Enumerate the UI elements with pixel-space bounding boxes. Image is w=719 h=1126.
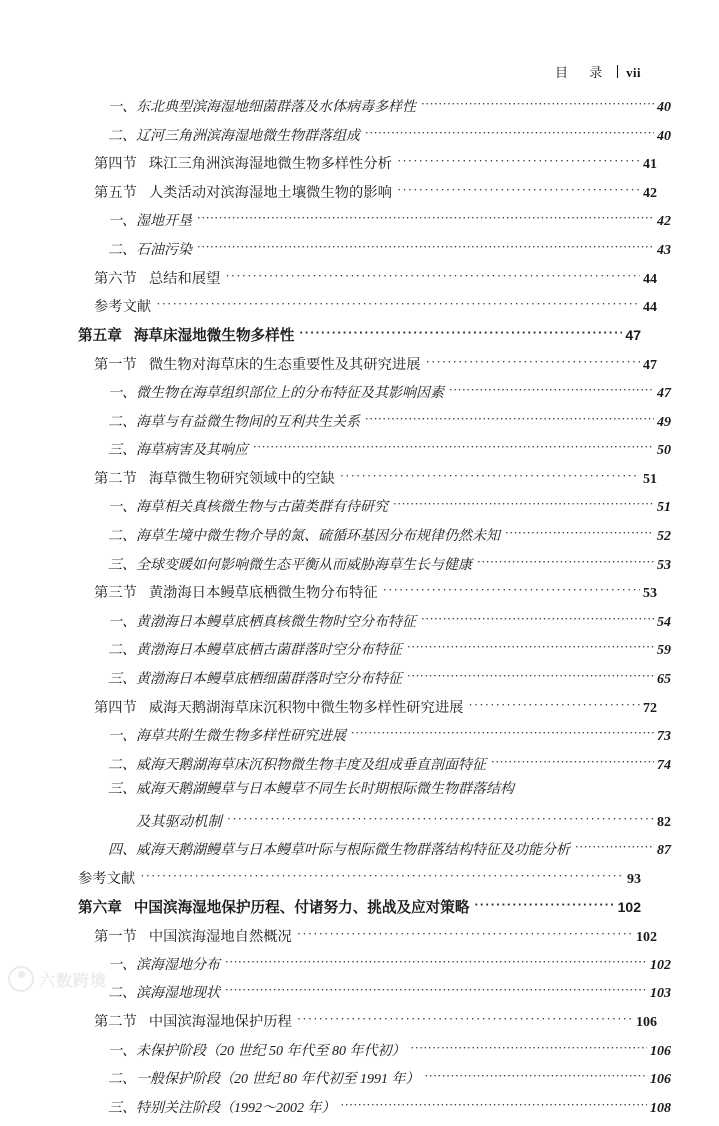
toc-entry-label [108,644,405,658]
toc-leader-dots [425,1069,648,1083]
running-head-rule [617,65,618,78]
toc-entry-label [108,673,405,687]
toc-entry-label [94,701,466,715]
toc-entry-label [94,472,338,486]
toc-page-number: 42 [657,214,671,230]
toc-entry-number: 二、 [108,1072,136,1088]
toc-entry[interactable] [108,1069,671,1098]
toc-entry[interactable] [108,240,671,269]
toc-entry-number: 一、 [108,385,136,401]
toc-page-number: 53 [657,557,671,573]
toc-entry[interactable] [108,211,671,240]
toc-entry[interactable] [108,783,671,812]
toc-entry-label [108,444,251,458]
toc-entry-label [108,215,195,229]
toc-entry-number: 第六节 [94,270,137,287]
toc-leader-dots [341,1098,648,1112]
toc-page-number: 103 [650,986,671,1002]
toc-entry-number: 三、 [108,782,136,798]
toc-leader-dots [491,755,654,769]
table-of-contents [78,97,671,1126]
running-head [555,62,641,81]
toc-entry-number: 第二节 [94,471,137,488]
toc-entry[interactable] [108,669,671,698]
toc-leader-dots [156,297,640,311]
toc-entry-title: 及其驱动机制 [136,814,222,831]
toc-entry-label [108,1102,339,1116]
toc-entry[interactable] [94,926,657,955]
toc-leader-dots [227,812,654,826]
toc-entry-title: 总结和展望 [148,270,221,287]
toc-entry-label [108,244,195,258]
page-folio: vii [626,66,641,80]
toc-entry[interactable] [94,469,657,498]
camera-logo-icon [8,966,34,992]
toc-entry-label [108,783,517,797]
toc-entry-title: 海草病害及其响应 [136,443,248,459]
toc-entry-number: 一、 [108,729,136,745]
toc-entry-label [108,1045,409,1059]
toc-entry[interactable] [108,955,671,984]
toc-entry-title: 威海天鹅湖海草床沉积物中微生物多样性研究进展 [148,699,464,716]
toc-entry-label [94,186,395,200]
toc-entry[interactable] [94,297,657,326]
running-head-title: 目 录 [555,65,612,80]
toc-page-number: 82 [657,815,671,831]
toc-leader-dots [397,183,640,197]
toc-entry-title: 特别关注阶段（1992～2002 年） [136,1100,336,1116]
toc-entry-label [108,987,223,1001]
toc-entry[interactable] [108,983,671,1012]
toc-leader-dots [340,469,640,483]
toc-page-number: 40 [657,100,671,115]
toc-entry-label [78,872,138,886]
toc-leader-dots [421,97,654,111]
toc-entry[interactable] [108,612,671,641]
toc-entry-title: 中国滨海湿地保护历程、付诸努力、挑战及应对策略 [133,900,470,917]
toc-leader-dots [407,640,654,654]
toc-entry[interactable] [78,869,641,898]
toc-leader-dots [365,126,654,140]
toc-entry-number: 一、 [108,614,136,630]
toc-entry-title: 珠江三角洲滨海湿地微生物多样性分析 [148,156,392,173]
toc-page-number: 44 [643,300,657,316]
toc-leader-dots [407,669,654,683]
toc-entry-title: 滨海湿地现状 [136,986,220,1002]
toc-leader-dots [365,412,654,426]
toc-entry-label [108,501,391,515]
toc-entry-number: 第四节 [94,156,137,173]
toc-entry[interactable] [78,326,641,355]
toc-entry-title: 黄渤海日本鳗草底栖细菌群落时空分布特征 [136,671,402,687]
toc-page-number: 54 [657,614,671,630]
toc-page-number: 74 [657,757,671,773]
toc-entry-title: 威海天鹅湖鳗草与日本鳗草叶际与根际微生物群落结构特征及功能分析 [136,843,570,859]
toc-page-number: 51 [657,500,671,516]
toc-entry[interactable] [108,1041,671,1070]
toc-entry[interactable] [108,497,671,526]
toc-leader-dots [474,898,614,913]
toc-entry-label [108,844,573,858]
toc-entry[interactable] [94,183,657,212]
toc-page-number: 41 [643,157,657,173]
toc-entry[interactable] [108,383,671,412]
toc-entry-title: 人类活动对滨海湿地土壤微生物的影响 [148,185,392,202]
toc-entry-title: 黄渤海日本鳗草底栖微生物分布特征 [148,585,378,602]
toc-entry-number: 四、 [108,843,136,859]
toc-entry-title: 辽河三角洲滨海湿地微生物群落组成 [136,128,360,144]
toc-entry-label [94,358,424,372]
toc-entry-number: 二、 [108,242,136,258]
toc-entry-label [108,815,225,829]
toc-leader-dots [449,383,654,397]
toc-entry[interactable] [94,583,657,612]
toc-entry[interactable] [108,840,671,869]
toc-leader-dots [299,326,622,341]
toc-page-number: 47 [643,357,657,373]
toc-leader-dots [351,726,654,740]
toc-page-number: 42 [643,186,657,202]
toc-entry-label [108,387,447,401]
toc-leader-dots [505,526,654,540]
toc-entry-number: 一、 [108,214,136,230]
toc-entry-number: 第三节 [94,585,137,602]
toc-entry-label [108,530,503,544]
toc-entry-number: 第二节 [94,1014,137,1031]
toc-page-number: 53 [643,586,657,602]
toc-entry-number: 第五章 [78,328,122,345]
toc-entry-number: 二、 [108,757,136,773]
toc-page-number: 93 [627,872,641,888]
toc-entry-title: 中国滨海湿地保护历程 [148,1014,292,1031]
toc-entry-label [94,300,154,314]
toc-leader-dots [383,583,640,597]
toc-entry-label [108,616,419,630]
toc-entry[interactable] [108,640,671,669]
toc-entry-label [94,930,295,944]
toc-entry-label [94,1015,295,1029]
toc-entry-label [108,759,489,773]
toc-page-number: 72 [643,700,657,716]
toc-page-number: 102 [636,929,657,945]
toc-leader-dots [297,1012,633,1026]
toc-entry[interactable] [108,526,671,555]
toc-page-number: 49 [657,414,671,430]
toc-entry-title: 参考文献 [78,871,136,888]
toc-entry-title: 黄渤海日本鳗草底栖真核微生物时空分布特征 [136,614,416,630]
toc-leader-dots [225,955,647,969]
toc-entry-number: 二、 [108,128,136,144]
toc-entry-number: 一、 [108,500,136,516]
toc-leader-dots [225,269,640,283]
toc-entry-title: 全球变暖如何影响微生态平衡从而威胁海草生长与健康 [136,557,472,573]
toc-page-number: 106 [636,1015,657,1031]
toc-entry-label [108,1073,423,1087]
toc-entry[interactable] [108,412,671,441]
toc-leader-dots [421,612,654,626]
toc-entry-number: 第一节 [94,928,137,945]
toc-entry-title: 滨海湿地分布 [136,957,220,973]
toc-entry-number: 三、 [108,671,136,687]
toc-page-number: 50 [657,443,671,459]
toc-page-number: 102 [617,899,641,916]
toc-entry-number: 第四节 [94,699,137,716]
toc-entry-number: 二、 [108,643,136,659]
toc-entry-number: 三、 [108,557,136,573]
watermark-label: 六数跨境 [39,970,108,990]
toc-entry[interactable] [94,269,657,298]
toc-entry-title: 威海天鹅湖鳗草与日本鳗草不同生长时期根际微生物群落结构 [136,782,514,798]
toc-entry-title: 黄渤海日本鳗草底栖古菌群落时空分布特征 [136,643,402,659]
toc-entry[interactable] [108,755,671,784]
toc-page-number: 73 [657,729,671,745]
toc-entry[interactable] [108,812,671,841]
toc-entry-title: 石油污染 [136,242,192,258]
toc-entry-title: 海草生境中微生物介导的氮、硫循环基因分布规律仍然未知 [136,528,500,544]
toc-entry-title: 参考文献 [94,299,152,316]
toc-page-number: 102 [650,957,671,973]
toc-entry[interactable] [94,697,657,726]
toc-leader-dots [468,697,640,711]
toc-entry-label [78,329,297,344]
toc-entry[interactable] [78,898,641,927]
toc-entry-number: 二、 [108,528,136,544]
toc-page-number: 44 [643,271,657,287]
toc-page-number: 52 [657,528,671,544]
toc-entry[interactable] [108,440,671,469]
toc-page-number: 51 [643,472,657,488]
toc-entry[interactable] [94,354,657,383]
toc-entry-number: 二、 [108,986,136,1002]
toc-page-number: 106 [650,1072,671,1088]
toc-entry-number: 一、 [108,1043,136,1059]
toc-entry-label [94,157,395,171]
toc-leader-dots [393,497,654,511]
toc-entry-number: 二、 [108,414,136,430]
toc-page-number: 40 [657,128,671,144]
toc-leader-dots [253,440,654,454]
toc-entry[interactable] [94,154,657,183]
toc-page-number: 59 [657,643,671,659]
toc-entry-title: 微生物在海草组织部位上的分布特征及其影响因素 [136,385,444,401]
toc-entry-label [108,730,349,744]
toc-entry-title: 海草共附生微生物多样性研究进展 [136,729,346,745]
toc-page-number: 43 [657,242,671,258]
toc-entry[interactable] [94,1012,657,1041]
toc-leader-dots [575,840,654,854]
toc-entry-label [108,959,223,973]
toc-entry-number: 第五节 [94,185,137,202]
toc-leader-dots [197,240,654,254]
toc-page-number: 108 [650,1100,671,1116]
watermark [8,966,107,992]
toc-entry[interactable] [108,97,671,126]
toc-entry-label [78,901,472,916]
toc-entry-title: 未保护阶段（20 世纪 50 年代至 80 年代初） [136,1043,406,1059]
toc-entry-title: 海草床湿地微生物多样性 [133,328,295,345]
toc-leader-dots [411,1041,648,1055]
toc-leader-dots [477,555,654,569]
toc-entry[interactable] [108,126,671,155]
toc-entry-number: 三、 [108,443,136,459]
toc-entry[interactable] [108,555,671,584]
toc-entry-number: 一、 [108,957,136,973]
toc-leader-dots [225,983,647,997]
toc-leader-dots [297,926,633,940]
toc-entry-number: 一、 [108,100,136,115]
toc-entry-title: 东北典型滨海湿地细菌群落及水体病毒多样性 [136,100,416,115]
toc-leader-dots [397,154,640,168]
toc-page-number: 47 [625,327,641,344]
toc-entry[interactable] [108,1098,671,1126]
toc-entry-title: 微生物对海草床的生态重要性及其研究进展 [148,356,421,373]
toc-page-number: 106 [650,1043,671,1059]
toc-entry-title: 海草微生物研究领域中的空缺 [148,471,335,488]
toc-entry-title: 海草与有益微生物间的互利共生关系 [136,414,360,430]
toc-entry-number: 三、 [108,1100,136,1116]
toc-entry-title: 湿地开垦 [136,214,192,230]
toc-leader-dots [197,211,654,225]
toc-entry-title: 中国滨海湿地自然概况 [148,928,292,945]
toc-page-number: 65 [657,671,671,687]
toc-entry-label [108,559,475,573]
toc-entry-title: 威海天鹅湖海草床沉积物微生物丰度及组成垂直剖面特征 [136,757,486,773]
toc-entry-label [108,416,363,430]
toc-leader-dots [426,354,640,368]
toc-entry-number: 第一节 [94,356,137,373]
toc-entry-label [94,272,223,286]
toc-entry-title: 一般保护阶段（20 世纪 80 年代初至 1991 年） [136,1072,420,1088]
toc-page-number: 47 [657,385,671,401]
toc-entry-number: 第六章 [78,900,122,917]
toc-entry-title: 海草相关真核微生物与古菌类群有待研究 [136,500,388,516]
toc-entry-label [108,101,419,115]
toc-entry-label [94,586,381,600]
toc-entry-label [108,130,363,144]
toc-entry[interactable] [108,726,671,755]
toc-leader-dots [140,869,624,883]
toc-page-number: 87 [657,843,671,859]
